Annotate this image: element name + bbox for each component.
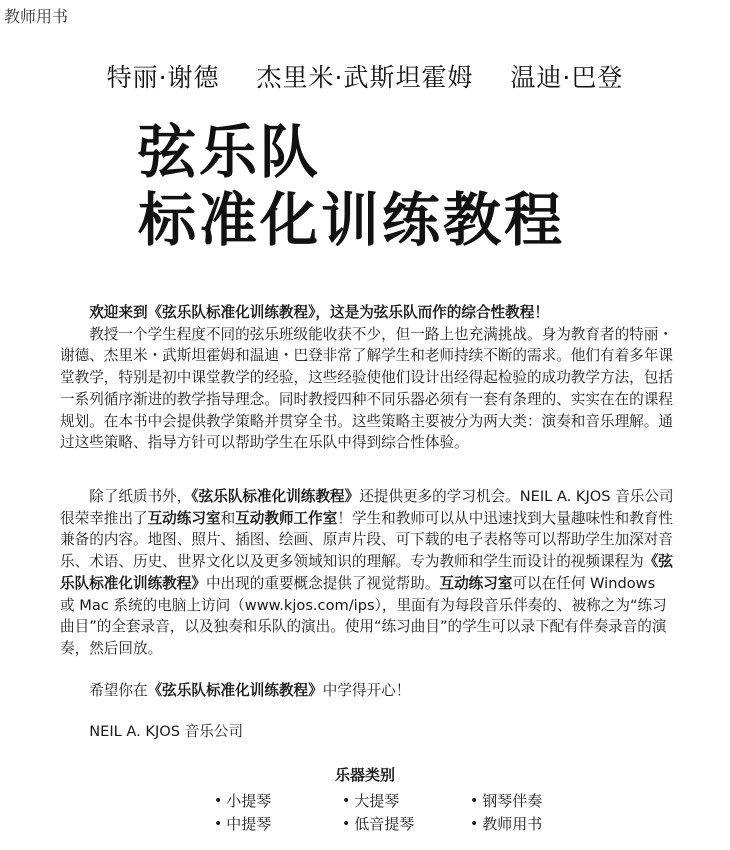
author-name: 特丽·谢德 — [106, 63, 220, 92]
bullet-icon: • — [214, 792, 223, 809]
features-paragraph — [60, 486, 674, 660]
greeting-line — [60, 302, 674, 324]
book-title-ref: 《弦乐队标准化训练教程》 — [191, 488, 360, 505]
intro-paragraph — [60, 302, 674, 454]
instrument-label: 钢琴伴奏 — [482, 792, 543, 810]
book-title-ref: 《弦乐队标准化训练教程》 — [147, 682, 323, 699]
title-line: 弦乐队 — [138, 118, 322, 186]
instrument-item — [214, 813, 342, 834]
instrument-label: 低音提琴 — [354, 815, 415, 833]
signature — [60, 721, 674, 743]
signature-text: NEIL A. KJOS 音乐公司 — [89, 723, 244, 740]
instrument-item — [342, 813, 470, 834]
instrument-label: 中提琴 — [226, 815, 272, 833]
greeting-book-title: 《弦乐队标准化训练教程》 — [147, 304, 316, 321]
instrument-item — [470, 813, 574, 834]
bullet-icon: • — [470, 815, 479, 832]
practice-room-ref: 互动练习室 — [147, 509, 221, 527]
author-name: 杰里米·武斯坦霍姆 — [256, 63, 474, 92]
instruments-heading: 乐器类别 — [334, 766, 395, 784]
book-title-ref: 《弦乐队标准化训练教程》 — [60, 553, 673, 592]
text-span: 中出现的重要概念提供了视觉帮助。 — [205, 574, 440, 592]
header-label: 教师用书 — [4, 7, 69, 26]
text-span: 中学得开心！ — [322, 682, 411, 699]
greeting-pre: 欢迎来到 — [89, 304, 148, 321]
text-span: 还提供更多的学习机会。NEIL A. KJOS 音乐公司很荣幸推出了 — [60, 488, 674, 527]
text-span: 除了纸质书外， — [89, 488, 192, 505]
instrument-label: 小提琴 — [226, 792, 272, 810]
instrument-label: 教师用书 — [482, 815, 543, 833]
author-name: 温迪·巴登 — [510, 63, 624, 92]
text-span: ！学生和教师可以从中迅速找到大量趣味性和教育性兼备的内容。地图、照片、插图、绘画、原声片段、可下载的电子表格等可以帮助学生加深对音乐、术语、历史、世界文化以及更多领域知识的理解。专为教师和学生而设计的视频课程为 — [60, 509, 674, 571]
text-span: 和 — [220, 509, 236, 527]
bullet-icon: • — [470, 792, 479, 809]
text-span: 可以在任何 Windows 或 Mac 系统的电脑上访问（www.kjos.com/ips），里面有为每段音乐伴奏的、被称之为“练习曲目”的全套录音，以及独奏和乐队的演出。使用“练习曲目”的学生可以录下配有伴奏录音的演奏，然后回放。 — [60, 574, 667, 657]
practice-room-ref: 互动练习室 — [439, 574, 513, 592]
authors — [0, 58, 730, 94]
title-line: 标准化训练教程 — [138, 186, 566, 254]
bullet-icon: • — [342, 792, 351, 809]
intro-text: 教授一个学生程度不同的弦乐班级能收获不少，但一路上也充满挑战。身为教育者的特丽・谢德、杰里米・武斯坦霍姆和温迪・巴登非常了解学生和老师持续不断的需求。他们有着多年课堂教学，特别是初中课堂教学的经验，这些经验使他们设计出经得起检验的成功教学方法，包括一系列循序渐进的教学指导理念。同时教授四种不同乐器必须有一套有条理的、实实在在的课程规划。在本书中会提供教学策略并贯穿全书。这些策略主要被分为两大类：演奏和音乐理解。通过这些策略、指导方针可以帮助学生在乐队中得到综合性体验。 — [60, 325, 673, 452]
instrument-item — [342, 790, 470, 811]
closing-line — [60, 680, 674, 702]
bullet-icon: • — [342, 815, 351, 832]
greeting-post: ，这是为弦乐队而作的综合性教程！ — [315, 304, 549, 321]
instrument-item — [470, 790, 574, 811]
bullet-icon: • — [214, 815, 223, 832]
instrument-item — [214, 790, 342, 811]
teacher-studio-ref: 互动教师工作室 — [235, 509, 338, 527]
text-span: 希望你在 — [89, 682, 148, 699]
book-title — [138, 118, 565, 254]
instrument-list — [214, 790, 574, 834]
instrument-label: 大提琴 — [354, 792, 400, 810]
